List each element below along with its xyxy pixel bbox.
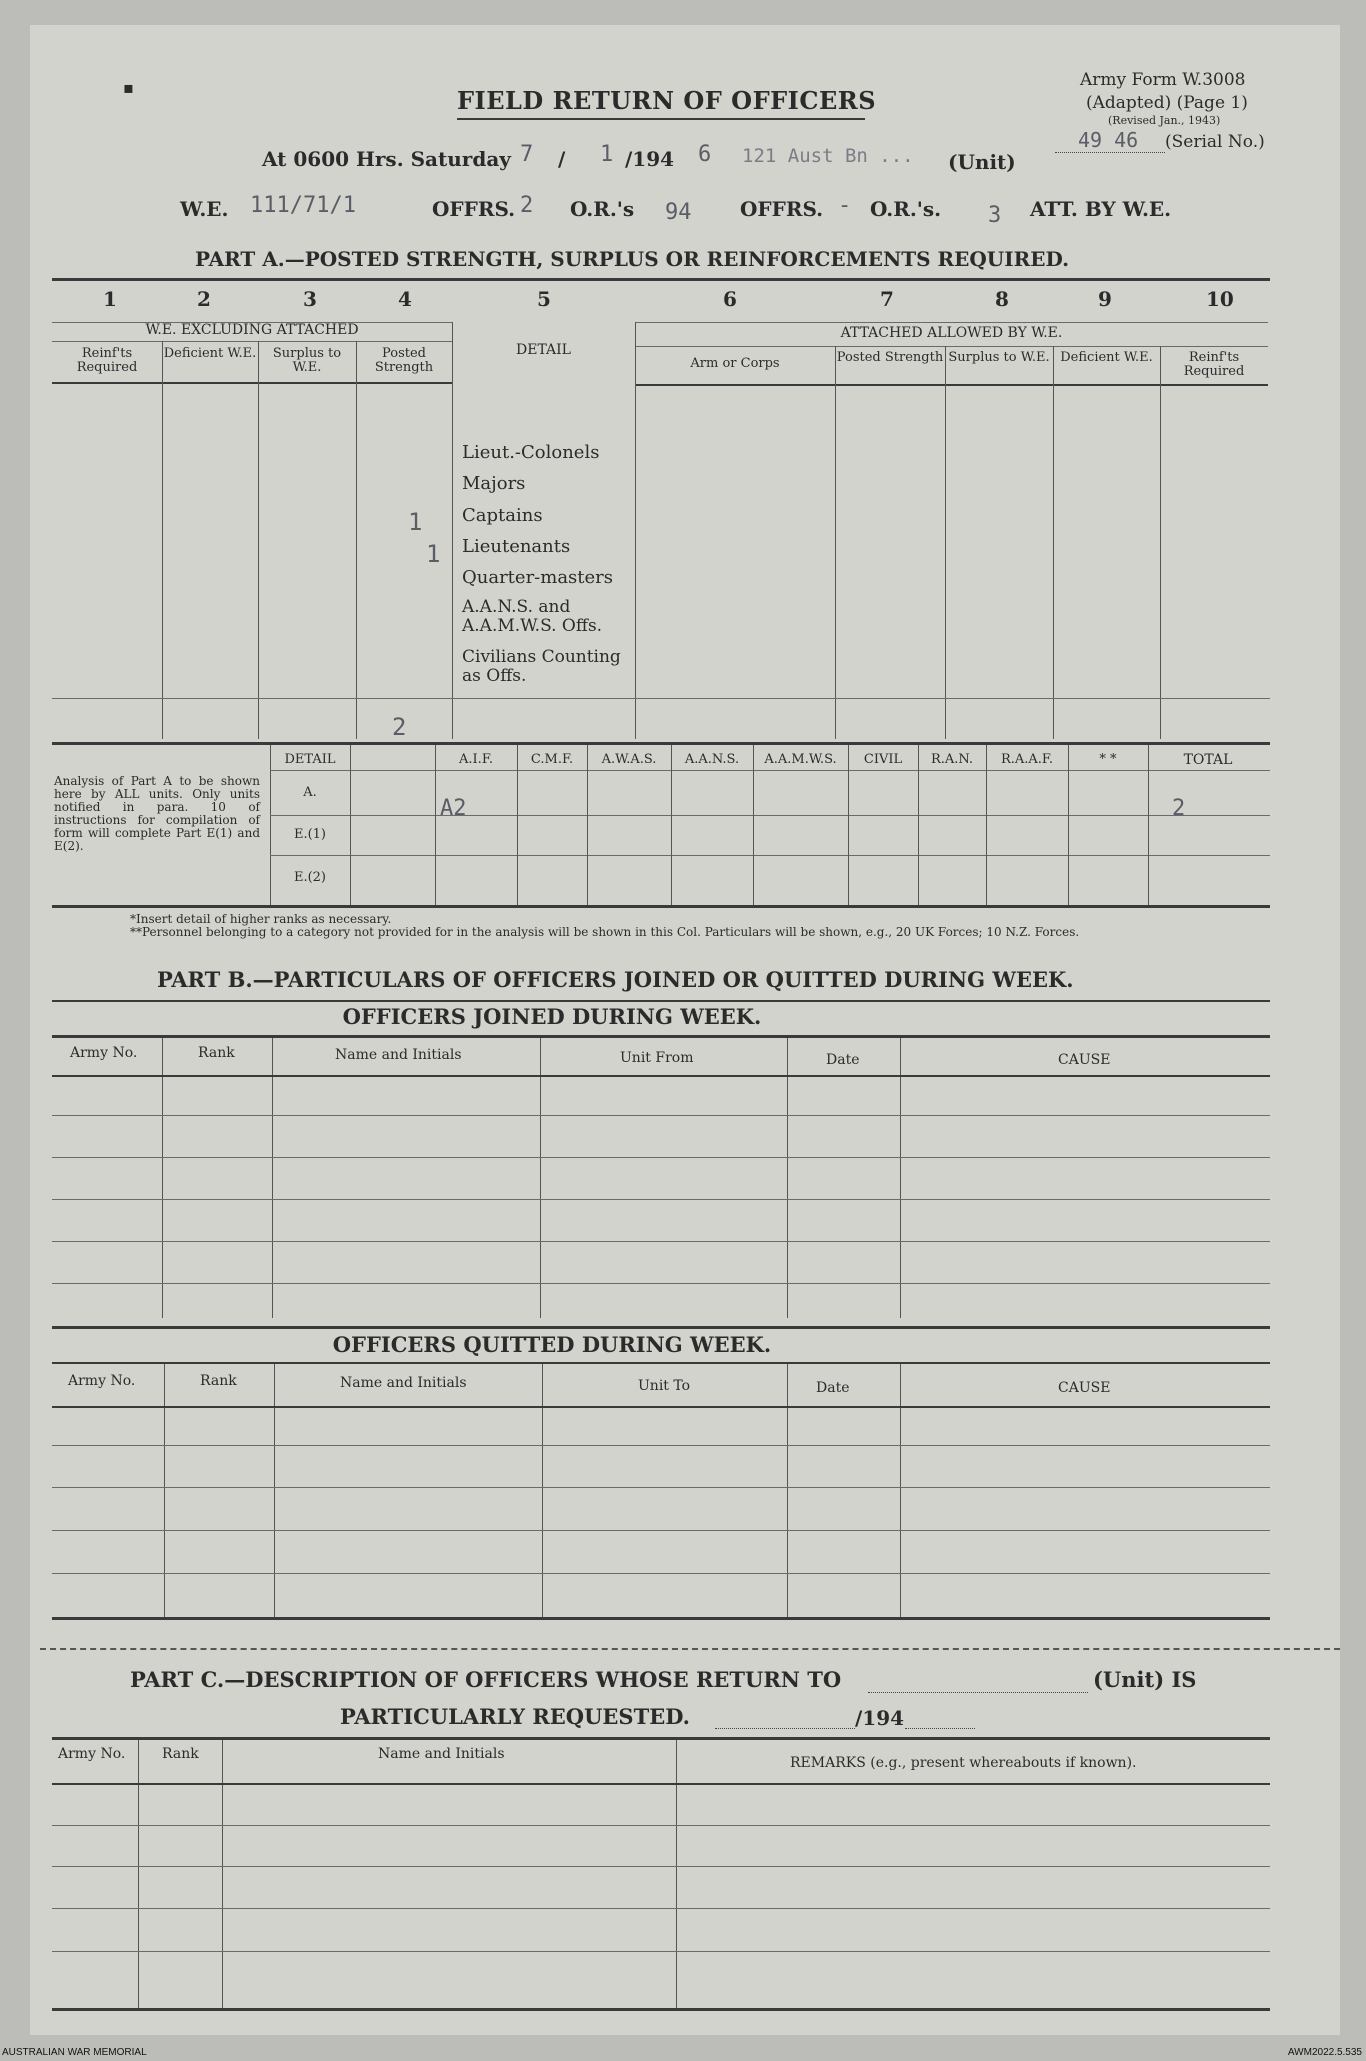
serial-number-value: 49 46	[1078, 128, 1139, 152]
part-c-date-part: /194	[855, 1706, 905, 1730]
rank-captains: Captains	[462, 505, 543, 526]
footnote-1: *Insert detail of higher ranks as necessary.	[130, 912, 392, 926]
offrs2-value: -	[838, 193, 852, 218]
aif-value: A2	[440, 796, 467, 821]
att-label: ATT. BY W.E.	[1030, 197, 1172, 221]
officers-joined-title: OFFICERS JOINED DURING WEEK.	[342, 1004, 762, 1029]
year-prefix: /194	[625, 147, 675, 171]
rank-lieut-colonels: Lieut.-Colonels	[462, 442, 600, 463]
rank-aans: A.A.N.S. and A.A.M.W.S. Offs.	[462, 597, 603, 636]
form-revised: (Revised Jan., 1943)	[1108, 114, 1221, 127]
part-c-date-dotted-line	[715, 1728, 855, 1729]
officers-quitted-title: OFFICERS QUITTED DURING WEEK.	[332, 1332, 772, 1357]
deficient-we-att-header: Deficient W.E.	[1060, 350, 1153, 365]
attached-allowed-header: ATTACHED ALLOWED BY W.E.	[840, 325, 1063, 341]
ors2-value: 3	[988, 203, 1002, 228]
surplus-we-header: Surplus to W.E.	[272, 346, 342, 375]
part-c-title-line1: PART C.—DESCRIPTION OF OFFICERS WHOSE RETURN TO	[130, 1667, 842, 1692]
deficient-we-header: Deficient W.E.	[163, 346, 257, 361]
ors-label: O.R.'s	[570, 197, 635, 221]
serial-label: (Serial No.)	[1165, 132, 1265, 152]
part-a-top-rule	[52, 278, 1270, 281]
posted-strength-header: Posted Strength	[374, 346, 434, 375]
form-adapted: (Adapted) (Page 1)	[1086, 93, 1248, 113]
year-digit: 6	[698, 142, 712, 167]
we-excluding-attached-header: W.E. EXCLUDING ATTACHED	[145, 322, 359, 338]
we-label: W.E.	[180, 197, 229, 221]
offrs2-label: OFFRS.	[740, 197, 824, 221]
analysis-row-a: A.	[303, 785, 317, 800]
lieutenants-posted-value: 1	[426, 540, 441, 568]
unit-value: 121 Aust Bn ...	[742, 145, 914, 167]
footer-left: AUSTRALIAN WAR MEMORIAL	[2, 2047, 147, 2058]
ors2-label: O.R.'s.	[870, 197, 942, 221]
reinfts-required-header: Reinf'ts Required	[76, 346, 138, 375]
analysis-row-e1: E.(1)	[293, 827, 327, 842]
rank-majors: Majors	[462, 473, 526, 494]
month-value: 1	[600, 142, 614, 167]
punch-mark: ▪	[123, 78, 134, 97]
part-c-unit-dotted-line	[868, 1692, 1088, 1693]
part-b-title: PART B.—PARTICULARS OF OFFICERS JOINED OR QUITTED DURING WEEK.	[157, 967, 1074, 992]
part-a-title: PART A.—POSTED STRENGTH, SURPLUS OR REINFORCEMENTS REQUIRED.	[195, 247, 1070, 271]
surplus-we-att-header: Surplus to W.E.	[948, 350, 1050, 365]
captains-posted-value: 1	[408, 508, 423, 536]
rank-quartermasters: Quarter-masters	[462, 567, 614, 588]
offrs-value: 2	[520, 193, 534, 218]
posted-strength-att-header: Posted Strength	[836, 350, 944, 365]
analysis-note: Analysis of Part A to be shown here by ALL units. Only units notified in para. 10 of instructions for compilation of form will complete Part E(1) and E(2).	[54, 774, 260, 853]
form-title: FIELD RETURN OF OFFICERS	[457, 86, 877, 115]
serial-dotted-line	[1055, 152, 1165, 154]
at-time-label: At 0600 Hrs. Saturday	[262, 147, 511, 171]
reinfts-required-att-header: Reinf'ts Required	[1183, 350, 1245, 379]
detail-header: DETAIL	[516, 342, 571, 358]
arm-corps-header: Arm or Corps	[690, 356, 780, 371]
tear-off-line	[40, 1648, 1340, 1650]
analysis-row-e2: E.(2)	[293, 870, 327, 885]
day-value: 7	[520, 142, 534, 167]
we-value: 111/71/1	[250, 193, 356, 218]
part-c-unit-is: (Unit) IS	[1093, 1667, 1197, 1692]
title-underline	[457, 118, 865, 120]
part-c-title-line2: PARTICULARLY REQUESTED.	[340, 1704, 690, 1729]
rank-civilians: Civilians Counting as Offs.	[462, 647, 621, 686]
offrs-label: OFFRS.	[432, 197, 516, 221]
army-form-number: Army Form W.3008	[1080, 70, 1246, 90]
rank-lieutenants: Lieutenants	[462, 536, 571, 557]
footnote-2: **Personnel belonging to a category not provided for in the analysis will be shown in this Col. Particulars will be shown, e.g., 20 UK Forces; 10 N.Z. Forces.	[130, 925, 1080, 939]
ors-value: 94	[665, 200, 692, 225]
analysis-total-value: 2	[1172, 796, 1186, 821]
unit-label: (Unit)	[948, 150, 1016, 174]
footer-right: AWM2022.5.535	[1287, 2047, 1362, 2058]
posted-strength-total: 2	[392, 713, 407, 741]
